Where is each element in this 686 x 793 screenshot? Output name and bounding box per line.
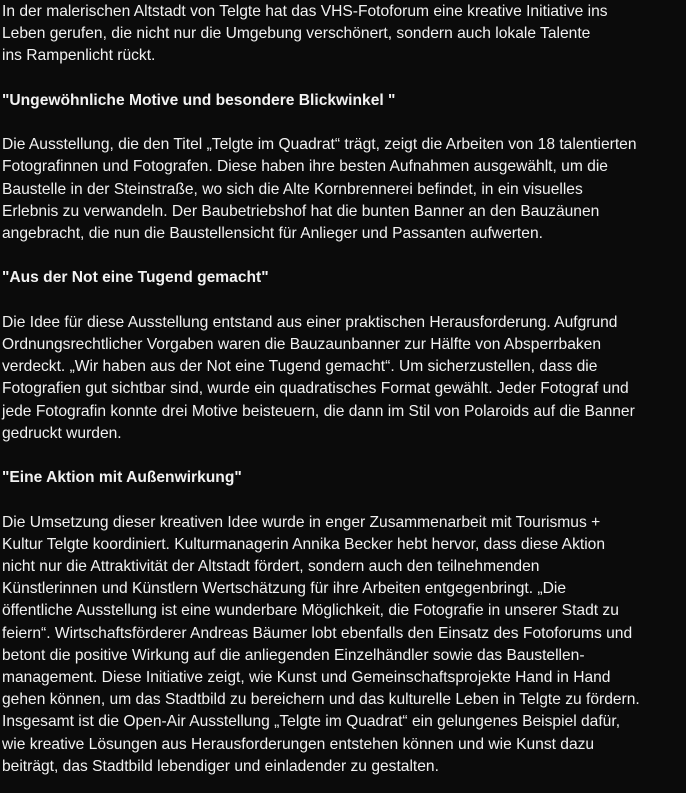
exhibition-paragraph: Die Ausstellung, die den Titel „Telgte im Quadrat“ trägt, zeigt die Arbeiten von 18 talentierten Fotografinnen und Fotografen. Diese haben ihre besten Aufnahmen ausgewählt, um die Baustelle in der Steinstraße, wo sich die Alte Kornbrennerei befindet, in ein visuelles Erlebnis zu verwandeln. Der Baubetriebshof hat die bunten Banner an den Bauzäunen angebracht, die nun die Baustellensicht für Anlieger und Passanten aufwerten. bbox=[2, 136, 637, 242]
section-heading-outreach: "Eine Aktion mit Außenwirkung" bbox=[2, 469, 242, 487]
implementation-paragraph: Die Umsetzung dieser kreativen Idee wurde in enger Zusammenarbeit mit Tourismus + Kultur Telgte koordiniert. Kulturmanagerin Annika Becker hebt hervor, dass diese Aktion nicht nur die Attraktivität der Altstadt fördert, sondern auch den teilnehmenden Künstlerinnen und Künstlern Wertschätzung für ihre Arbeiten entgegenbringt. „Die öffentliche Ausstellung ist eine wunderbare Möglichkeit, die Fotografie in unserer Stadt zu feiern“. Wirtschaftsförderer Andreas Bäumer lobt ebenfalls den Einsatz des Fotoforums und betont die positive Wirkung auf die anliegenden Einzelhändler sowie das Baustellen- management. Diese Initiative zeigt, wie Kunst und Gemeinschaftsprojekte Hand in Hand gehen können, um das Stadtbild zu bereichern und das kulturelle Leben in Telgte zu fördern. Insgesamt ist die Open-Air Ausstellung „Telgte im Quadrat“ ein gelungenes Beispiel dafür, wie kreative Lösungen aus Herausforderungen entstehen können und wie Kunst dazu beiträgt, das Stadtbild lebendiger und einladender zu gestalten. bbox=[2, 513, 640, 775]
intro-paragraph: In der malerischen Altstadt von Telgte hat das VHS-Fotoforum eine kreative Initiative ins Leben gerufen, die nicht nur die Umgebung verschönert, sondern auch lokale Talente ins Rampenlicht rückt. bbox=[2, 3, 608, 65]
idea-paragraph: Die Idee für diese Ausstellung entstand aus einer praktischen Herausforderung. Aufgrund Ordnungsrechtlicher Vorgaben waren die Bauzaunbanner zur Hälfte von Absperrbaken verdeckt. „Wir haben aus der Not eine Tugend gemacht“. Um sicherzustellen, dass die Fotografien gut sichtbar sind, wurde ein quadratisches Format gewählt. Jeder Fotograf und jede Fotografin konnte drei Motive beisteuern, die dann im Stil von Polaroids auf die Banner gedruckt wurden. bbox=[2, 313, 635, 442]
section-heading-unusual-motifs: "Ungewöhnliche Motive und besondere Blickwinkel " bbox=[2, 91, 396, 109]
section-heading-virtue: "Aus der Not eine Tugend gemacht" bbox=[2, 269, 269, 287]
